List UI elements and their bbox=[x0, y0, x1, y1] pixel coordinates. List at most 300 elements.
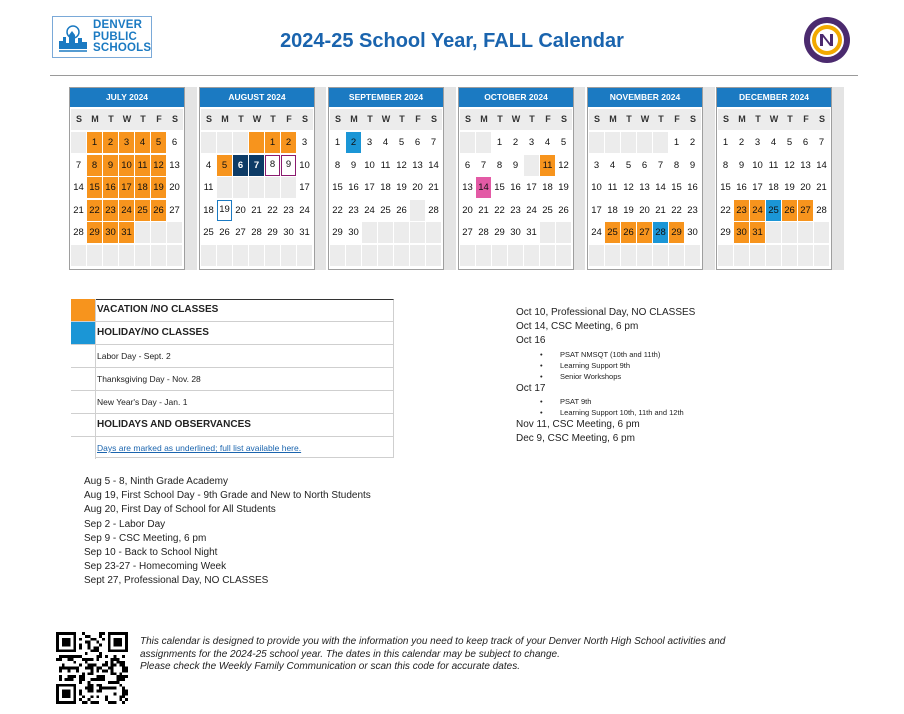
weekday-header: S bbox=[297, 109, 313, 130]
event-item: Sept 27, Professional Day, NO CLASSES bbox=[84, 575, 269, 587]
day-cell bbox=[621, 245, 636, 266]
day-cell: 21 bbox=[428, 182, 439, 193]
day-cell bbox=[362, 245, 377, 266]
day-cell: 31 bbox=[119, 222, 134, 243]
legend-vacation-label: VACATION /NO CLASSES bbox=[97, 304, 219, 315]
day-cell: 16 bbox=[687, 182, 698, 193]
right-events-list bbox=[516, 306, 695, 446]
day-cell: 27 bbox=[637, 222, 652, 243]
weekday-header: T bbox=[265, 109, 281, 130]
weekday-header: S bbox=[426, 109, 442, 130]
day-cell bbox=[265, 245, 280, 266]
day-cell: 19 bbox=[396, 182, 407, 193]
calendar-separator bbox=[573, 87, 585, 270]
day-cell: 22 bbox=[332, 204, 343, 216]
day-cell: 9 bbox=[738, 159, 745, 171]
day-cell bbox=[217, 245, 232, 266]
legend-row-holiday bbox=[71, 322, 393, 345]
day-cell bbox=[508, 245, 523, 266]
weekday-header: S bbox=[814, 109, 830, 130]
day-cell: 19 bbox=[784, 182, 795, 193]
day-cell bbox=[217, 132, 232, 153]
event-item: Aug 20, First Day of School for All Students bbox=[84, 504, 276, 516]
day-cell bbox=[249, 177, 264, 198]
day-cell: 7 bbox=[430, 137, 437, 148]
day-cell: 18 bbox=[768, 182, 779, 193]
day-cell bbox=[410, 245, 425, 266]
day-cell: 27 bbox=[235, 227, 246, 238]
month-header: DECEMBER 2024 bbox=[717, 88, 831, 107]
day-cell bbox=[151, 245, 166, 266]
day-cell: 14 bbox=[816, 159, 827, 171]
day-cell: 25 bbox=[135, 200, 150, 221]
day-cell: 18 bbox=[203, 204, 214, 216]
event-item: Sep 23-27 - Homecoming Week bbox=[84, 561, 227, 573]
event-item: Dec 9, CSC Meeting, 6 pm bbox=[516, 433, 635, 445]
weekday-header: S bbox=[556, 109, 572, 130]
day-cell: 9 bbox=[103, 155, 118, 176]
blank-swatch bbox=[71, 345, 96, 367]
day-cell bbox=[201, 245, 216, 266]
day-cell: 11 bbox=[135, 155, 150, 176]
page-title: 2024-25 School Year, FALL Calendar bbox=[280, 30, 624, 52]
day-cell: 26 bbox=[621, 222, 636, 243]
day-cell: 24 bbox=[119, 200, 134, 221]
weekday-header: M bbox=[217, 109, 233, 130]
day-cell bbox=[766, 222, 781, 243]
day-cell bbox=[119, 245, 134, 266]
legend-new-year: New Year's Day - Jan. 1 bbox=[97, 397, 188, 407]
legend-row-observances bbox=[71, 414, 393, 437]
day-cell bbox=[460, 132, 475, 153]
dps-logo-text: DENVER PUBLIC SCHOOLS bbox=[93, 19, 152, 54]
day-cell: 28 bbox=[816, 204, 827, 216]
day-cell: 17 bbox=[591, 204, 602, 216]
day-cell: 23 bbox=[510, 204, 521, 216]
full-list-link[interactable]: Days are marked as underlined; full list available here. bbox=[97, 443, 302, 453]
day-cell: 19 bbox=[558, 182, 569, 193]
day-cell: 3 bbox=[593, 159, 600, 171]
day-cell: 17 bbox=[526, 182, 537, 193]
month-body bbox=[329, 88, 443, 269]
day-cell bbox=[734, 245, 749, 266]
day-cell: 6 bbox=[464, 159, 471, 171]
day-cell: 21 bbox=[655, 204, 666, 216]
day-cell: 21 bbox=[73, 204, 84, 216]
day-cell: 1 bbox=[722, 137, 729, 148]
day-cell: 9 bbox=[281, 155, 296, 176]
weekday-header: S bbox=[685, 109, 701, 130]
day-cell: 25 bbox=[380, 204, 391, 216]
day-cell bbox=[249, 245, 264, 266]
day-cell: 1 bbox=[673, 137, 680, 148]
month-header: AUGUST 2024 bbox=[200, 88, 314, 107]
day-cell: 2 bbox=[738, 137, 745, 148]
month-calendar bbox=[328, 87, 444, 270]
day-cell: 5 bbox=[151, 132, 166, 153]
day-cell: 21 bbox=[251, 204, 262, 216]
day-cell: 18 bbox=[380, 182, 391, 193]
day-cell: 12 bbox=[396, 159, 407, 171]
day-cell: 5 bbox=[398, 137, 405, 148]
day-cell: 8 bbox=[496, 159, 503, 171]
weekday-header: M bbox=[734, 109, 750, 130]
event-item: Oct 14, CSC Meeting, 6 pm bbox=[516, 321, 639, 333]
event-item: Oct 16 bbox=[516, 335, 546, 347]
month-body bbox=[588, 88, 702, 269]
legend-table bbox=[71, 299, 393, 459]
day-cell bbox=[378, 222, 393, 243]
day-cell bbox=[540, 245, 555, 266]
day-cell: 26 bbox=[151, 200, 166, 221]
weekday-header: W bbox=[637, 109, 653, 130]
day-cell: 2 bbox=[512, 137, 519, 148]
day-cell bbox=[540, 222, 555, 243]
weekday-header: F bbox=[281, 109, 297, 130]
day-cell: 8 bbox=[87, 155, 102, 176]
day-cell bbox=[556, 245, 571, 266]
calendar-separator bbox=[314, 87, 326, 270]
day-cell: 13 bbox=[412, 159, 423, 171]
day-cell: 16 bbox=[103, 177, 118, 198]
footer-line: assignments for the 2024-25 school year. The dates in this calendar may be subject to change. bbox=[140, 648, 560, 660]
legend-thanksgiving: Thanksgiving Day - Nov. 28 bbox=[97, 374, 201, 384]
event-item: Nov 11, CSC Meeting, 6 pm bbox=[516, 418, 640, 430]
day-cell: 23 bbox=[103, 200, 118, 221]
calendar-separator bbox=[444, 87, 456, 270]
day-cell: 12 bbox=[558, 159, 569, 171]
day-cell bbox=[233, 132, 248, 153]
day-cell: 20 bbox=[462, 204, 473, 216]
day-cell bbox=[87, 245, 102, 266]
day-cell: 1 bbox=[265, 132, 280, 153]
weekday-header: T bbox=[621, 109, 637, 130]
day-cell: 18 bbox=[607, 204, 618, 216]
day-cell: 11 bbox=[768, 159, 779, 171]
day-cell: 14 bbox=[428, 159, 439, 171]
month-calendar bbox=[199, 87, 315, 270]
legend-link-container bbox=[97, 437, 301, 459]
day-cell bbox=[362, 222, 377, 243]
day-cell bbox=[524, 245, 539, 266]
day-cell: 3 bbox=[528, 137, 535, 148]
day-cell: 2 bbox=[346, 132, 361, 153]
day-cell bbox=[589, 132, 604, 153]
blank-swatch bbox=[71, 414, 96, 436]
month-body bbox=[70, 88, 184, 269]
day-cell: 21 bbox=[816, 182, 827, 193]
day-cell bbox=[265, 177, 280, 198]
event-subitem: • Senior Workshops bbox=[560, 371, 695, 382]
event-item: Oct 10, Professional Day, NO CLASSES bbox=[516, 307, 696, 318]
weekday-header: T bbox=[135, 109, 151, 130]
day-cell: 14 bbox=[73, 182, 84, 193]
day-cell: 7 bbox=[249, 155, 264, 176]
weekday-header: S bbox=[201, 109, 217, 130]
weekday-header: F bbox=[151, 109, 167, 130]
event-item: Sep 2 - Labor Day bbox=[84, 518, 166, 530]
day-cell bbox=[281, 177, 296, 198]
day-cell: 8 bbox=[673, 159, 680, 171]
day-cell: 30 bbox=[348, 227, 359, 238]
day-cell: 30 bbox=[734, 222, 749, 243]
day-cell: 18 bbox=[542, 182, 553, 193]
blank-swatch bbox=[71, 437, 96, 459]
day-cell: 30 bbox=[510, 227, 521, 238]
day-cell: 3 bbox=[119, 132, 134, 153]
weekday-header: M bbox=[605, 109, 621, 130]
day-cell: 31 bbox=[750, 222, 765, 243]
day-cell: 4 bbox=[382, 137, 389, 148]
day-cell: 18 bbox=[135, 177, 150, 198]
day-cell: 19 bbox=[217, 200, 232, 221]
day-cell: 2 bbox=[281, 132, 296, 153]
day-cell: 4 bbox=[135, 132, 150, 153]
day-cell bbox=[524, 155, 539, 176]
day-cell: 25 bbox=[203, 227, 214, 238]
weekday-header: F bbox=[410, 109, 426, 130]
day-cell bbox=[233, 245, 248, 266]
day-cell bbox=[798, 245, 813, 266]
day-cell: 20 bbox=[412, 182, 423, 193]
day-cell: 29 bbox=[669, 222, 684, 243]
day-cell: 24 bbox=[299, 204, 310, 216]
legend-row-vacation bbox=[71, 299, 393, 322]
day-cell bbox=[637, 132, 652, 153]
day-cell: 10 bbox=[591, 182, 602, 193]
day-cell: 20 bbox=[169, 182, 180, 193]
day-cell: 20 bbox=[639, 204, 650, 216]
weekday-header: F bbox=[669, 109, 685, 130]
day-cell bbox=[135, 245, 150, 266]
day-cell: 11 bbox=[203, 182, 214, 193]
day-cell: 29 bbox=[494, 227, 505, 238]
day-cell: 1 bbox=[496, 137, 503, 148]
day-cell: 20 bbox=[800, 182, 811, 193]
day-cell: 9 bbox=[350, 159, 357, 171]
day-cell bbox=[637, 245, 652, 266]
weekday-header: F bbox=[798, 109, 814, 130]
day-cell bbox=[492, 245, 507, 266]
day-cell bbox=[135, 222, 150, 243]
day-cell: 24 bbox=[526, 204, 537, 216]
event-subitem: • Learning Support 10th, 11th and 12th bbox=[560, 407, 695, 418]
day-cell: 12 bbox=[784, 159, 795, 171]
day-cell bbox=[297, 245, 312, 266]
day-cell: 26 bbox=[558, 204, 569, 216]
day-cell: 8 bbox=[722, 159, 729, 171]
day-cell: 13 bbox=[800, 159, 811, 171]
day-cell: 23 bbox=[734, 200, 749, 221]
day-cell: 3 bbox=[754, 137, 761, 148]
weekday-header: T bbox=[103, 109, 119, 130]
weekday-header: T bbox=[362, 109, 378, 130]
day-cell bbox=[167, 245, 182, 266]
day-cell: 23 bbox=[687, 204, 698, 216]
day-cell bbox=[750, 245, 765, 266]
day-cell: 5 bbox=[625, 159, 632, 171]
month-calendar bbox=[69, 87, 185, 270]
day-cell: 10 bbox=[299, 159, 310, 171]
day-cell bbox=[167, 222, 182, 243]
day-cell bbox=[605, 132, 620, 153]
event-item: Oct 17 bbox=[516, 382, 546, 394]
day-cell bbox=[685, 245, 700, 266]
day-cell: 28 bbox=[653, 222, 668, 243]
day-cell: 15 bbox=[87, 177, 102, 198]
blank-swatch bbox=[71, 368, 96, 390]
weekday-header: T bbox=[782, 109, 798, 130]
day-cell bbox=[249, 132, 264, 153]
day-cell bbox=[621, 132, 636, 153]
weekday-header: S bbox=[167, 109, 183, 130]
day-cell: 7 bbox=[480, 159, 487, 171]
day-cell bbox=[394, 245, 409, 266]
weekday-header: S bbox=[460, 109, 476, 130]
month-calendar bbox=[587, 87, 703, 270]
day-cell: 23 bbox=[283, 204, 294, 216]
day-cell bbox=[766, 245, 781, 266]
day-cell: 17 bbox=[752, 182, 763, 193]
legend-labor-day: Labor Day - Sept. 2 bbox=[97, 351, 171, 361]
weekday-header: T bbox=[653, 109, 669, 130]
day-cell: 1 bbox=[334, 137, 341, 148]
weekday-header: M bbox=[476, 109, 492, 130]
day-cell bbox=[669, 245, 684, 266]
day-cell: 28 bbox=[478, 227, 489, 238]
day-cell: 16 bbox=[348, 182, 359, 193]
weekday-header: T bbox=[233, 109, 249, 130]
day-cell: 27 bbox=[462, 227, 473, 238]
month-body bbox=[717, 88, 831, 269]
day-cell: 14 bbox=[655, 182, 666, 193]
day-cell: 24 bbox=[591, 227, 602, 238]
day-cell: 16 bbox=[510, 182, 521, 193]
day-cell: 19 bbox=[151, 177, 166, 198]
day-cell: 23 bbox=[348, 204, 359, 216]
day-cell: 10 bbox=[364, 159, 375, 171]
event-item: Sep 9 - CSC Meeting, 6 pm bbox=[84, 532, 207, 544]
day-cell: 3 bbox=[366, 137, 373, 148]
day-cell bbox=[653, 132, 668, 153]
event-item: Sep 10 - Back to School Night bbox=[84, 547, 218, 559]
day-cell: 30 bbox=[283, 227, 294, 238]
legend-holiday-label: HOLIDAY/NO CLASSES bbox=[97, 327, 209, 338]
day-cell bbox=[426, 222, 441, 243]
day-cell bbox=[476, 245, 491, 266]
day-cell: 5 bbox=[560, 137, 567, 148]
weekday-header: S bbox=[718, 109, 734, 130]
weekday-header: W bbox=[508, 109, 524, 130]
day-cell: 16 bbox=[736, 182, 747, 193]
event-subitem: • PSAT NMSQT (10th and 11th) bbox=[560, 349, 695, 360]
day-cell: 6 bbox=[233, 155, 248, 176]
day-cell bbox=[556, 222, 571, 243]
day-cell: 15 bbox=[332, 182, 343, 193]
day-cell bbox=[330, 245, 345, 266]
day-cell: 6 bbox=[171, 137, 178, 148]
weekday-header: S bbox=[71, 109, 87, 130]
school-seal-icon bbox=[803, 16, 851, 64]
weekday-header: F bbox=[540, 109, 556, 130]
day-cell bbox=[103, 245, 118, 266]
day-cell: 22 bbox=[494, 204, 505, 216]
day-cell: 4 bbox=[544, 137, 551, 148]
day-cell: 9 bbox=[689, 159, 696, 171]
day-cell: 10 bbox=[752, 159, 763, 171]
day-cell: 5 bbox=[217, 155, 232, 176]
day-cell: 8 bbox=[265, 155, 280, 176]
day-cell bbox=[281, 245, 296, 266]
day-cell: 29 bbox=[332, 227, 343, 238]
day-cell bbox=[782, 245, 797, 266]
day-cell: 17 bbox=[299, 182, 310, 193]
qr-code-icon[interactable] bbox=[56, 632, 128, 704]
day-cell: 26 bbox=[782, 200, 797, 221]
month-header: JULY 2024 bbox=[70, 88, 184, 107]
day-cell: 28 bbox=[428, 204, 439, 216]
day-cell: 29 bbox=[267, 227, 278, 238]
day-cell: 14 bbox=[476, 177, 491, 198]
day-cell: 6 bbox=[802, 137, 809, 148]
weekday-header: M bbox=[346, 109, 362, 130]
weekday-header: T bbox=[394, 109, 410, 130]
day-cell: 15 bbox=[720, 182, 731, 193]
day-cell: 30 bbox=[687, 227, 698, 238]
day-cell: 11 bbox=[607, 182, 618, 193]
footer-line: Please check the Weekly Family Communication or scan this code for accurate dates. bbox=[140, 661, 520, 672]
day-cell: 22 bbox=[720, 204, 731, 216]
weekday-header: M bbox=[87, 109, 103, 130]
weekday-header: W bbox=[249, 109, 265, 130]
day-cell bbox=[394, 222, 409, 243]
day-cell bbox=[718, 245, 733, 266]
day-cell bbox=[460, 245, 475, 266]
day-cell: 26 bbox=[396, 204, 407, 216]
day-cell: 31 bbox=[299, 227, 310, 238]
day-cell bbox=[233, 177, 248, 198]
day-cell bbox=[201, 132, 216, 153]
day-cell: 13 bbox=[639, 182, 650, 193]
day-cell: 12 bbox=[151, 155, 166, 176]
footer-note bbox=[140, 636, 860, 674]
holiday-swatch bbox=[71, 322, 96, 344]
day-cell: 22 bbox=[87, 200, 102, 221]
day-cell: 11 bbox=[540, 155, 555, 176]
legend-row-labor-day bbox=[71, 345, 393, 368]
day-cell: 3 bbox=[301, 137, 308, 148]
day-cell: 17 bbox=[364, 182, 375, 193]
day-cell: 11 bbox=[380, 159, 391, 171]
day-cell: 9 bbox=[512, 159, 519, 171]
legend-row-link bbox=[71, 437, 393, 459]
month-calendar bbox=[716, 87, 832, 270]
weekday-header: T bbox=[750, 109, 766, 130]
day-cell: 25 bbox=[766, 200, 781, 221]
day-cell: 27 bbox=[798, 200, 813, 221]
day-cell: 29 bbox=[87, 222, 102, 243]
day-cell: 24 bbox=[750, 200, 765, 221]
footer-line: This calendar is designed to provide you with the information you need to keep track of your Denver North High School activities and bbox=[140, 636, 726, 647]
day-cell: 6 bbox=[414, 137, 421, 148]
day-cell: 21 bbox=[478, 204, 489, 216]
calendar-separator bbox=[185, 87, 197, 270]
day-cell: 4 bbox=[609, 159, 616, 171]
day-cell: 8 bbox=[334, 159, 341, 171]
day-cell bbox=[653, 245, 668, 266]
weekday-header: T bbox=[492, 109, 508, 130]
day-cell bbox=[589, 245, 604, 266]
